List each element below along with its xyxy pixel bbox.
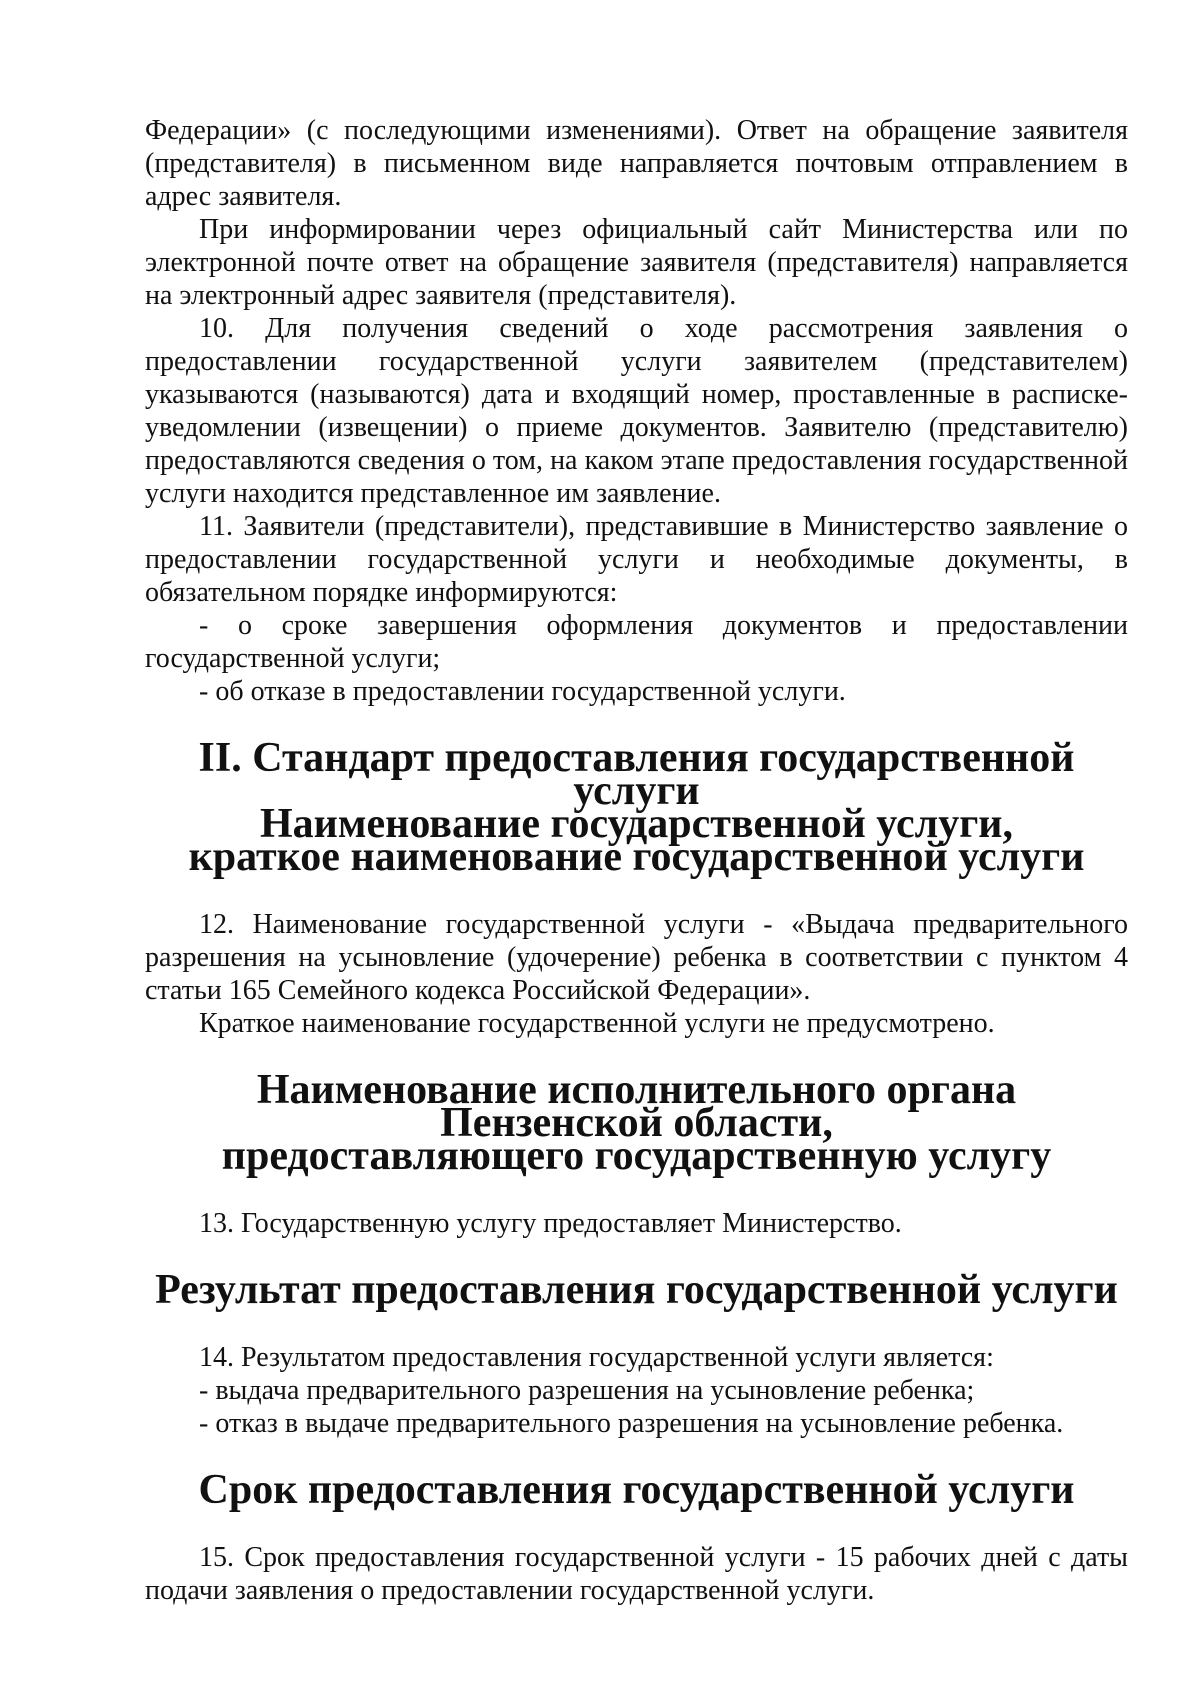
list-item-issue: - выдача предварительного разрешения на усыновление ребенка;: [199, 1375, 975, 1406]
paragraph-item-11: 11. Заявители (представители), представившие в Министерство заявление о предоставлении государственной услуги и необходимые документы, в обязательном порядке информируются:: [145, 511, 1128, 608]
paragraph-item-14: 14. Результатом предоставления государственной услуги является:: [199, 1342, 994, 1373]
heading-line: II. Стандарт предоставления государственной услуги: [198, 735, 1075, 814]
heading-line: Наименование государственной услуги,: [260, 801, 1013, 847]
list-item-refuse-issue: - отказ в выдаче предварительного разрешения на усыновление ребенка.: [199, 1408, 1064, 1439]
heading-line: Наименование исполнительного органа Пензенской области,: [256, 1067, 1017, 1146]
paragraph-item-15: 15. Срок предоставления государственной услуги - 15 рабочих дней с даты подачи заявления о предоставлении государственной услуги.: [145, 1542, 1128, 1606]
paragraph-informing-site: При информировании через официальный сайт Министерства или по электронной почте ответ на обращение заявителя (представителя) направляется на электронный адрес заявителя (представителя).: [145, 214, 1128, 311]
document-page: [145, 114, 1128, 1607]
paragraph-item-12: 12. Наименование государственной услуги - «Выдача предварительного разрешения на усыновление (удочерение) ребенка в соответствии с пунктом 4 статьи 165 Семейного кодекса Российской Федерации».: [145, 909, 1128, 1006]
section-heading-standard: [145, 735, 1128, 880]
section-heading-organ: [145, 1067, 1128, 1179]
list-item-refusal: - об отказе в предоставлении государственной услуги.: [199, 676, 846, 707]
paragraph-continuation: Федерации» (с последующими изменениями). Ответ на обращение заявителя (представителя) в письменном виде направляется почтовым отправлением в адрес заявителя.: [145, 115, 1128, 212]
heading-line: Срок предоставления государственной услуги: [198, 1467, 1075, 1513]
heading-line: Результат предоставления государственной услуги: [155, 1267, 1118, 1313]
section-heading-result: [145, 1267, 1128, 1313]
section-heading-term: [145, 1467, 1128, 1513]
paragraph-item-10: 10. Для получения сведений о ходе рассмотрения заявления о предоставлении государственной услуги заявителем (представителем) указываются (называются) дата и входящий номер, проставленные в расписке-уведомлении (извещении) о приеме документов. Заявителю (представителю) предоставляются сведения о том, на каком этапе предоставления государственной услуги находится представленное им заявление.: [145, 313, 1128, 509]
heading-line: предоставляющего государственную услугу: [221, 1133, 1052, 1179]
list-item-deadline: - о сроке завершения оформления документов и предоставлении государственной услуги;: [145, 610, 1128, 674]
heading-line: краткое наименование государственной услуги: [188, 834, 1085, 880]
paragraph-item-13: 13. Государственную услугу предоставляет Министерство.: [199, 1208, 902, 1239]
paragraph-short-name: Краткое наименование государственной услуги не предусмотрено.: [199, 1008, 995, 1039]
